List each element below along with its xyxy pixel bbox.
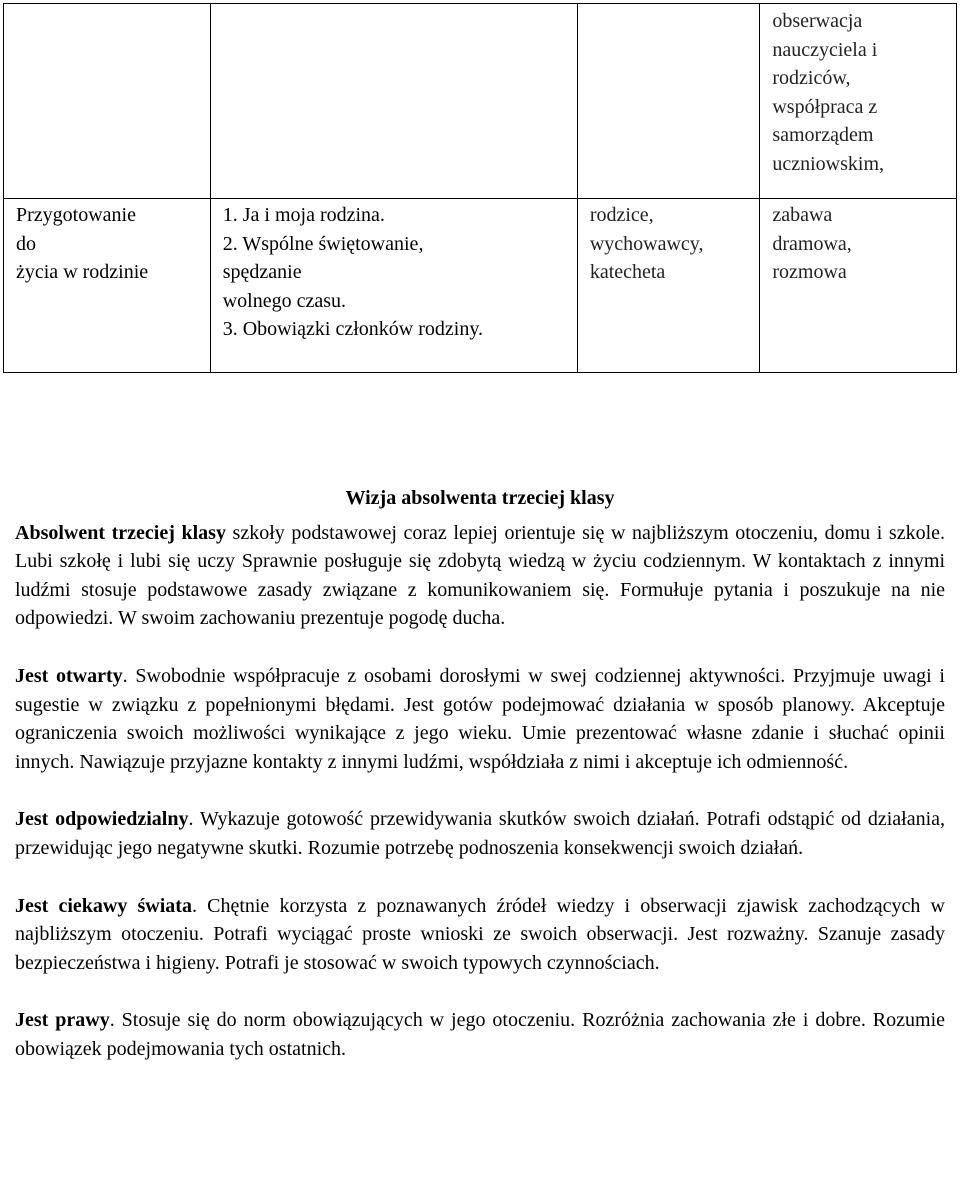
topic-item: 1. Ja i moja rodzina. [222, 204, 385, 226]
intro-bold-phrase: Absolwent trzeciej klasy [15, 521, 226, 544]
topic-item: 2. Wspólne świętowanie, [222, 232, 424, 255]
partners-line: wychowawcy, [589, 232, 704, 255]
methods-line: rozmowa [772, 261, 847, 284]
trait-paragraph-curious [15, 892, 945, 978]
trait-text: . Chętnie korzysta z poznawanych źródeł wiedzy i obserwacji zjawisk zachodzących w najbliższym otoczeniu. Potrafi wyciągać proste wnioski ze swoich obserwacji. Jest rozważny. Szanuje zasady bezpieczeństwa i higieny. Potrafi je stosować w swoich typowych czynnościach. [15, 894, 945, 974]
intro-text: szkoły podstawowej coraz lepiej orientuje się w najbliższym otoczeniu, domu i szkole. Lubi szkołę i lubi się uczy Sprawnie posługuje się zdobytą wiedzą w życiu codziennym. W kontaktach z innymi ludźmi stosuje podstawowe zasady związane z komunikowaniem się. Formułuje pytania i poszukuje na nie odpowiedzi. W swoim zachowaniu prezentuje pogodę ducha. [15, 521, 946, 630]
partners-line: rodzice, [589, 204, 654, 226]
methods-line: samorządem [772, 124, 874, 147]
methods-line: dramowa, [772, 232, 852, 255]
trait-heading: Jest ciekawy świata [15, 894, 192, 917]
trait-text: . Stosuje się do norm obowiązujących w jego otoczeniu. Rozróżnia zachowania złe i dobre. Rozumie obowiązek podejmowania tych ostatnich. [15, 1009, 946, 1060]
area-cell [4, 199, 211, 373]
trait-paragraph-open [15, 662, 945, 776]
topic-item: wolnego czasu. [222, 289, 347, 312]
trait-heading: Jest otwarty [15, 664, 123, 687]
partners-cell [577, 199, 760, 373]
topics-cell-empty [210, 4, 577, 199]
partners-cell-empty [577, 4, 760, 199]
vision-intro-paragraph [15, 519, 945, 633]
topic-item: spędzanie [222, 261, 302, 284]
table-row [4, 4, 957, 199]
trait-text: . Wykazuje gotowość przewidywania skutków swoich działań. Potrafi odstąpić od działania, przewidując jego negatywne skutki. Rozumie potrzebę podnoszenia konsekwencji swoich działań. [15, 808, 946, 859]
trait-heading: Jest prawy [15, 1009, 110, 1032]
partners-line: katecheta [589, 261, 666, 284]
trait-paragraph-responsible [15, 805, 945, 862]
topics-cell [210, 199, 577, 373]
methods-line: obserwacja [772, 10, 863, 32]
methods-cell [760, 4, 957, 199]
vision-title: Wizja absolwenta trzeciej klasy [345, 487, 615, 509]
table-row [4, 199, 957, 373]
methods-line: uczniowskim, [772, 152, 884, 175]
topic-item: 3. Obowiązki członków rodziny. [222, 318, 484, 341]
topic-list [223, 201, 569, 344]
methods-line: współpraca z [772, 95, 878, 118]
trait-heading: Jest odpowiedzialny [15, 808, 189, 831]
area-line: Przygotowanie [16, 204, 136, 226]
methods-cell [760, 199, 957, 373]
trait-text: . Swobodnie współpracuje z osobami dorosłymi w swej codziennej aktywności. Przyjmuje uwagi i sugestie w związku z popełnionymi błędami. Jest gotów podejmować działania w sposób planowy. Akceptuje ograniczenia swoich możliwości wynikające z jego wieku. Umie prezentować własne zdanie i słuchać opinii innych. Nawiązuje przyjazne kontakty z innymi ludźmi, współdziała z nimi i akceptuje ich odmienność. [15, 664, 945, 773]
graduate-vision-section [15, 484, 945, 1093]
trait-paragraph-righteous [15, 1006, 945, 1063]
methods-line: nauczyciela i [772, 38, 878, 61]
methods-line: zabawa [772, 204, 833, 226]
methods-line: rodziców, [772, 67, 851, 90]
area-line: do [16, 232, 36, 255]
area-line: życia w rodzinie [16, 261, 149, 284]
plan-table [3, 3, 957, 373]
area-cell-empty [4, 4, 211, 199]
